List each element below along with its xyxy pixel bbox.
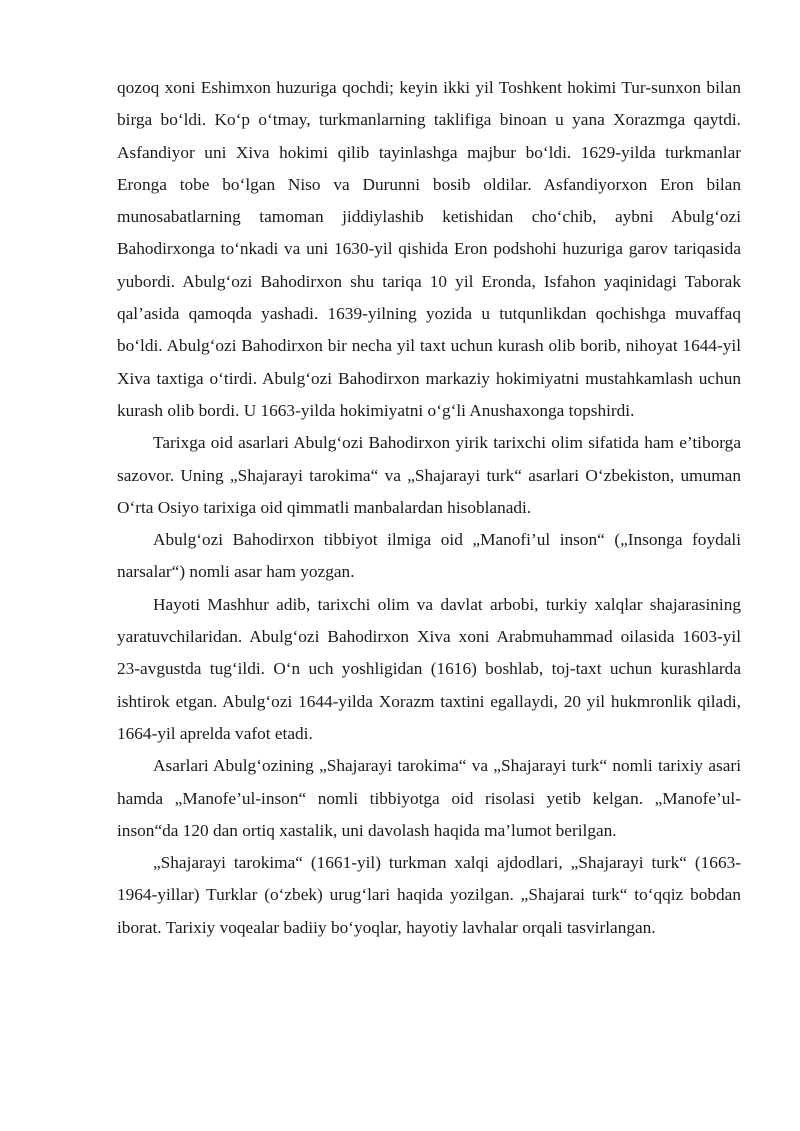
paragraph-continuation: qozoq xoni Eshimxon huzuriga qochdi; keyin ikki yil Toshkent hokimi Tur-sunxon bilan birga bo‘ldi. Ko‘p o‘tmay, turkmanlarning taklifiga binoan u yana Xorazmga qaytdi. Asfandiyor uni Xiva hokimi qilib tayinlashga majbur bo‘ldi. 1629-yilda turkmanlar Eronga tobe bo‘lgan Niso va Durunni bosib oldilar. Asfandiyorxon Eron bilan munosabatlarning tamoman jiddiylashib ketishidan cho‘chib, aybni Abulg‘ozi Bahodirxonga to‘nkadi va uni 1630-yil qishida Eron podshohi huzuriga garov tariqasida yubordi. Abulg‘ozi Bahodirxon shu tariqa 10 yil Eronda, Isfahon yaqinidagi Taborak qal’asida qamoqda yashadi. 1639-yilning yozida u tutqunlikdan qochishga muvaffaq bo‘ldi. Abulg‘ozi Bahodirxon bir necha yil taxt uchun kurash olib borib, nihoyat 1644-yil Xiva taxtiga o‘tirdi. Abulg‘ozi Bahodirxon markaziy hokimiyatni mustahkamlash uchun kurash olib bordi. U 1663-yilda hokimiyatni o‘g‘li Anushaxonga topshirdi. xyxy=(117,78,741,420)
document-page xyxy=(117,72,741,944)
paragraph-medical-work: Abulg‘ozi Bahodirxon tibbiyot ilmiga oid „Manofi’ul inson“ („Insonga foydali narsalar“) nomli asar ham yozgan. xyxy=(117,530,741,582)
paragraph-historical-works: Tarixga oid asarlari Abulg‘ozi Bahodirxon yirik tarixchi olim sifatida ham e’tiborga sazovor. Uning „Shajarayi tarokima“ va „Shajarayi turk“ asarlari O‘zbekiston, umuman O‘rta Osiyo tarixiga oid qimmatli manbalardan hisoblanadi. xyxy=(117,433,741,517)
paragraph-works: Asarlari Abulg‘ozining „Shajarayi tarokima“ va „Shajarayi turk“ nomli tarixiy asari hamda „Manofe’ul-inson“ nomli tibbiyotga oid risolasi yetib kelgan. „Manofe’ul-inson“da 120 dan ortiq xastalik, uni davolash haqida ma’lumot berilgan. xyxy=(117,756,741,840)
paragraph-biography: Hayoti Mashhur adib, tarixchi olim va davlat arbobi, turkiy xalqlar shajarasining yaratuvchilaridan. Abulg‘ozi Bahodirxon Xiva xoni Arabmuhammad oilasida 1603-yil 23-avgustda tug‘ildi. O‘n uch yoshligidan (1616) boshlab, toj-taxt uchun kurashlarda ishtirok etgan. Abulg‘ozi 1644-yilda Xorazm taxtini egallaydi, 20 yil hukmronlik qiladi, 1664-yil aprelda vafot etadi. xyxy=(117,594,741,743)
paragraph-shajara-details: „Shajarayi tarokima“ (1661-yil) turkman xalqi ajdodlari, „Shajarayi turk“ (1663-1964-yillar) Turklar (o‘zbek) urug‘lari haqida yozilgan. „Shajarai turk“ to‘qqiz bobdan iborat. Tarixiy voqealar badiiy bo‘yoqlar, hayotiy lavhalar orqali tasvirlangan. xyxy=(117,853,741,937)
